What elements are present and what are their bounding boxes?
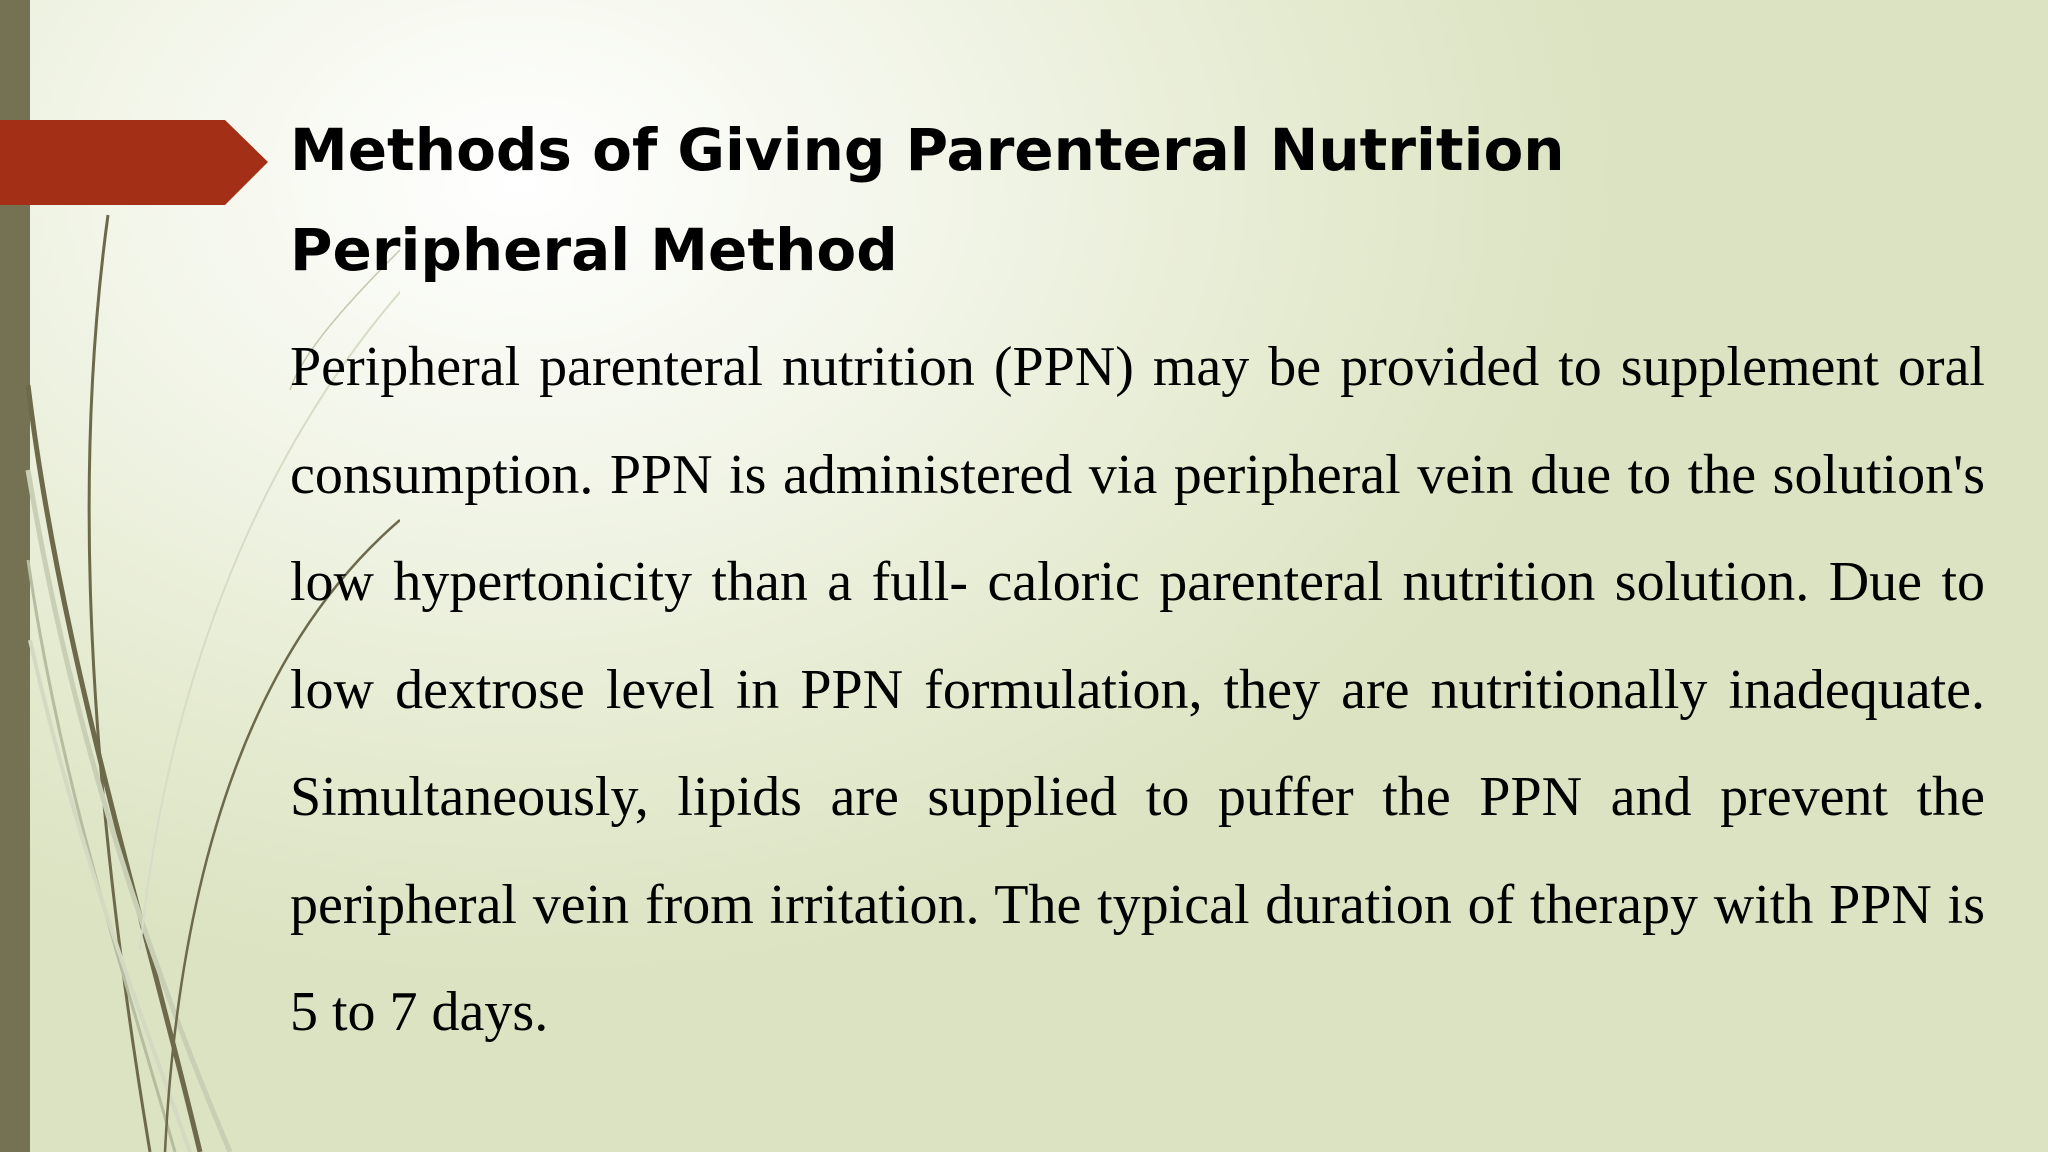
slide-title-line1: Methods of Giving Parenteral Nutrition <box>290 116 1565 184</box>
swoosh-line <box>30 640 190 1152</box>
slide-subtitle: Peripheral Method <box>290 216 898 284</box>
slide-title <box>290 100 2010 300</box>
title-arrow-marker <box>0 120 270 205</box>
slide-body-text: Peripheral parenteral nutrition (PPN) may be provided to supplement oral consumption. PPN is administered via peripheral vein due to the solution's low hypertonicity than a full- caloric parenteral nutrition solution. Due to low dextrose level in PPN formulation, they are nutritionally inadequate. Simultaneously, lipids are supplied to puffer the PPN and prevent the peripheral vein from irritation. The typical duration of therapy with PPN is 5 to 7 days. <box>290 336 1985 1043</box>
